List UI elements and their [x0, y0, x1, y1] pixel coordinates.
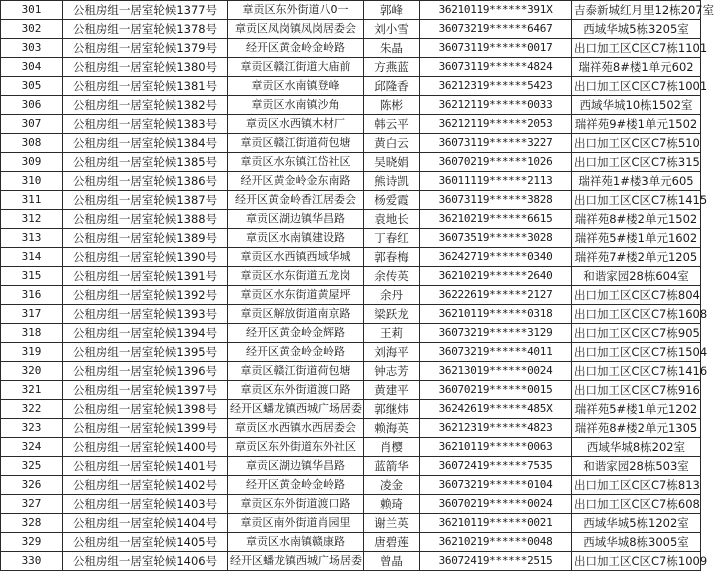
project-cell: 公租房组一居室轮候1383号: [63, 115, 228, 134]
id-number-cell: 36222619******2127: [420, 286, 572, 305]
allocated-unit-cell: 瑞祥苑1#楼3单元605: [572, 172, 701, 191]
id-number-cell: 36212319******4823: [420, 419, 572, 438]
name-cell: 赖海英: [364, 419, 420, 438]
project-cell: 公租房组一居室轮候1377号: [63, 1, 228, 20]
allocated-unit-cell: 吉泰新城红月里12栋207室: [572, 1, 701, 20]
name-cell: 熊诗凯: [364, 172, 420, 191]
table-row: [1, 362, 701, 381]
table-row: [1, 286, 701, 305]
row-number-cell: 327: [1, 495, 63, 514]
address-cell: 经开区蟠龙镇西城广场居委: [228, 400, 364, 419]
table-row: [1, 77, 701, 96]
project-cell: 公租房组一居室轮候1403号: [63, 495, 228, 514]
allocated-unit-cell: 出口加工区C区C7栋1415: [572, 191, 701, 210]
table-row: [1, 381, 701, 400]
allocated-unit-cell: 出口加工区C区C7栋315: [572, 153, 701, 172]
name-cell: 郭继炜: [364, 400, 420, 419]
project-cell: 公租房组一居室轮候1385号: [63, 153, 228, 172]
id-number-cell: 36073219******4011: [420, 343, 572, 362]
project-cell: 公租房组一居室轮候1393号: [63, 305, 228, 324]
row-number-cell: 318: [1, 324, 63, 343]
project-cell: 公租房组一居室轮候1390号: [63, 248, 228, 267]
table-row: [1, 229, 701, 248]
row-number-cell: 305: [1, 77, 63, 96]
name-cell: 余丹: [364, 286, 420, 305]
project-cell: 公租房组一居室轮候1386号: [63, 172, 228, 191]
allocated-unit-cell: 出口加工区C区C7栋905: [572, 324, 701, 343]
address-cell: 章贡区水东街道五龙岗: [228, 267, 364, 286]
id-number-cell: 36210119******391X: [420, 1, 572, 20]
address-cell: 章贡区赣江街道荷包塘: [228, 362, 364, 381]
allocated-unit-cell: 出口加工区C区C7栋1608: [572, 305, 701, 324]
id-number-cell: 36011119******2113: [420, 172, 572, 191]
table-row: [1, 533, 701, 552]
allocated-unit-cell: 和谐家园28栋503室: [572, 457, 701, 476]
allocated-unit-cell: 出口加工区C区C7栋1009: [572, 552, 701, 571]
name-cell: 邱隆香: [364, 77, 420, 96]
row-number-cell: 330: [1, 552, 63, 571]
table-row: [1, 115, 701, 134]
table-row: [1, 20, 701, 39]
name-cell: 方燕蓝: [364, 58, 420, 77]
row-number-cell: 306: [1, 96, 63, 115]
name-cell: 凌金: [364, 476, 420, 495]
id-number-cell: 36073219******3129: [420, 324, 572, 343]
allocated-unit-cell: 西域华城8栋202室: [572, 438, 701, 457]
address-cell: 章贡区水南镇赣康路: [228, 533, 364, 552]
id-number-cell: 36073119******0017: [420, 39, 572, 58]
name-cell: 黄建平: [364, 381, 420, 400]
address-cell: 章贡区湖边镇华昌路: [228, 457, 364, 476]
project-cell: 公租房组一居室轮候1398号: [63, 400, 228, 419]
table-row: [1, 438, 701, 457]
table-row: [1, 514, 701, 533]
allocated-unit-cell: 出口加工区C区C7栋813: [572, 476, 701, 495]
project-cell: 公租房组一居室轮候1381号: [63, 77, 228, 96]
address-cell: 章贡区凤岗镇凤岗居委会: [228, 20, 364, 39]
table-row: [1, 267, 701, 286]
id-number-cell: 36210219******2640: [420, 267, 572, 286]
allocated-unit-cell: 瑞祥苑7#楼2单元1205: [572, 248, 701, 267]
id-number-cell: 36073119******3828: [420, 191, 572, 210]
table-row: [1, 96, 701, 115]
address-cell: 章贡区东外街道八0一: [228, 1, 364, 20]
allocated-unit-cell: 瑞祥苑5#楼1单元1202: [572, 400, 701, 419]
allocated-unit-cell: 出口加工区C区C7栋510: [572, 134, 701, 153]
row-number-cell: 325: [1, 457, 63, 476]
project-cell: 公租房组一居室轮候1384号: [63, 134, 228, 153]
allocated-unit-cell: 瑞祥苑8#楼1单元602: [572, 58, 701, 77]
name-cell: 梁跃龙: [364, 305, 420, 324]
name-cell: 刘小雪: [364, 20, 420, 39]
table-row: [1, 476, 701, 495]
project-cell: 公租房组一居室轮候1406号: [63, 552, 228, 571]
project-cell: 公租房组一居室轮候1404号: [63, 514, 228, 533]
allocated-unit-cell: 出口加工区C区C7栋916: [572, 381, 701, 400]
address-cell: 章贡区水南镇沙角: [228, 96, 364, 115]
allocated-unit-cell: 出口加工区C区C7栋1504: [572, 343, 701, 362]
address-cell: 经开区黄金岭香江居委会: [228, 191, 364, 210]
address-cell: 章贡区水南镇登峰: [228, 77, 364, 96]
row-number-cell: 322: [1, 400, 63, 419]
id-number-cell: 36210219******6615: [420, 210, 572, 229]
table-row: [1, 305, 701, 324]
address-cell: 经开区黄金岭金东南路: [228, 172, 364, 191]
address-cell: 经开区蟠龙镇西城广场居委: [228, 552, 364, 571]
allocated-unit-cell: 出口加工区C区C7栋1416: [572, 362, 701, 381]
id-number-cell: 36070219******0024: [420, 495, 572, 514]
name-cell: 蓝箭华: [364, 457, 420, 476]
address-cell: 章贡区东外街道渡口路: [228, 495, 364, 514]
table-row: [1, 134, 701, 153]
id-number-cell: 36213019******0024: [420, 362, 572, 381]
project-cell: 公租房组一居室轮候1389号: [63, 229, 228, 248]
row-number-cell: 309: [1, 153, 63, 172]
allocated-unit-cell: 出口加工区C区C7栋1101: [572, 39, 701, 58]
id-number-cell: 36072419******2515: [420, 552, 572, 571]
table-row: [1, 400, 701, 419]
table-row: [1, 39, 701, 58]
row-number-cell: 301: [1, 1, 63, 20]
table-row: [1, 1, 701, 20]
row-number-cell: 329: [1, 533, 63, 552]
row-number-cell: 310: [1, 172, 63, 191]
name-cell: 郭峰: [364, 1, 420, 20]
table-body: [1, 1, 714, 571]
id-number-cell: 36212119******2053: [420, 115, 572, 134]
project-cell: 公租房组一居室轮候1396号: [63, 362, 228, 381]
name-cell: 肖樱: [364, 438, 420, 457]
name-cell: 谢兰英: [364, 514, 420, 533]
project-cell: 公租房组一居室轮候1397号: [63, 381, 228, 400]
name-cell: 唐碧莲: [364, 533, 420, 552]
row-number-cell: 313: [1, 229, 63, 248]
row-number-cell: 312: [1, 210, 63, 229]
project-cell: 公租房组一居室轮候1394号: [63, 324, 228, 343]
name-cell: 王莉: [364, 324, 420, 343]
allocated-unit-cell: 瑞祥苑5#楼1单元1602: [572, 229, 701, 248]
table-row: [1, 419, 701, 438]
project-cell: 公租房组一居室轮候1387号: [63, 191, 228, 210]
name-cell: 郭春梅: [364, 248, 420, 267]
name-cell: 赖琦: [364, 495, 420, 514]
row-number-cell: 304: [1, 58, 63, 77]
id-number-cell: 36242619******485X: [420, 400, 572, 419]
allocated-unit-cell: 西域华城5栋3205室: [572, 20, 701, 39]
id-number-cell: 36242719******0340: [420, 248, 572, 267]
name-cell: 余传英: [364, 267, 420, 286]
project-cell: 公租房组一居室轮候1400号: [63, 438, 228, 457]
address-cell: 章贡区赣江街道大庙前: [228, 58, 364, 77]
address-cell: 章贡区水西镇西域华城: [228, 248, 364, 267]
address-cell: 章贡区湖边镇华昌路: [228, 210, 364, 229]
name-cell: 韩云平: [364, 115, 420, 134]
id-number-cell: 36070219******0015: [420, 381, 572, 400]
table-row: [1, 457, 701, 476]
id-number-cell: 36210119******0063: [420, 438, 572, 457]
table-row: [1, 58, 701, 77]
project-cell: 公租房组一居室轮候1392号: [63, 286, 228, 305]
id-number-cell: 36212319******5423: [420, 77, 572, 96]
address-cell: 章贡区水东镇江岱社区: [228, 153, 364, 172]
name-cell: 丁春红: [364, 229, 420, 248]
address-cell: 章贡区东外街道东外社区: [228, 438, 364, 457]
allocated-unit-cell: 瑞祥苑9#楼1单元1502: [572, 115, 701, 134]
project-cell: 公租房组一居室轮候1380号: [63, 58, 228, 77]
table-row: [1, 191, 701, 210]
table-row: [1, 343, 701, 362]
id-number-cell: 36210219******0048: [420, 533, 572, 552]
address-cell: 章贡区水东街道黄屋坪: [228, 286, 364, 305]
name-cell: 吴晓娟: [364, 153, 420, 172]
project-cell: 公租房组一居室轮候1402号: [63, 476, 228, 495]
project-cell: 公租房组一居室轮候1382号: [63, 96, 228, 115]
address-cell: 章贡区东外街道渡口路: [228, 381, 364, 400]
table-row: [1, 210, 701, 229]
row-number-cell: 321: [1, 381, 63, 400]
name-cell: 钟志芳: [364, 362, 420, 381]
row-number-cell: 316: [1, 286, 63, 305]
id-number-cell: 36072419******7535: [420, 457, 572, 476]
address-cell: 经开区黄金岭金辉路: [228, 324, 364, 343]
allocated-unit-cell: 出口加工区C区C7栋608: [572, 495, 701, 514]
address-cell: 章贡区南外街道肖园里: [228, 514, 364, 533]
project-cell: 公租房组一居室轮候1399号: [63, 419, 228, 438]
row-number-cell: 303: [1, 39, 63, 58]
id-number-cell: 36073119******4824: [420, 58, 572, 77]
address-cell: 章贡区解放街道南京路: [228, 305, 364, 324]
address-cell: 经开区黄金岭金岭路: [228, 39, 364, 58]
id-number-cell: 36073219******0104: [420, 476, 572, 495]
id-number-cell: 36210119******0318: [420, 305, 572, 324]
table-row: [1, 495, 701, 514]
table-row: [1, 248, 701, 267]
address-cell: 章贡区赣江街道荷包塘: [228, 134, 364, 153]
row-number-cell: 317: [1, 305, 63, 324]
project-cell: 公租房组一居室轮候1405号: [63, 533, 228, 552]
row-number-cell: 311: [1, 191, 63, 210]
table-row: [1, 172, 701, 191]
row-number-cell: 302: [1, 20, 63, 39]
id-number-cell: 36210119******0021: [420, 514, 572, 533]
row-number-cell: 308: [1, 134, 63, 153]
id-number-cell: 36070219******1026: [420, 153, 572, 172]
id-number-cell: 36073519******3028: [420, 229, 572, 248]
name-cell: 曾晶: [364, 552, 420, 571]
table-row: [1, 552, 701, 571]
table-row: [1, 153, 701, 172]
row-number-cell: 307: [1, 115, 63, 134]
allocated-unit-cell: 出口加工区C区C7栋804: [572, 286, 701, 305]
project-cell: 公租房组一居室轮候1391号: [63, 267, 228, 286]
row-number-cell: 323: [1, 419, 63, 438]
address-cell: 经开区黄金岭金岭路: [228, 476, 364, 495]
row-number-cell: 320: [1, 362, 63, 381]
address-cell: 经开区黄金岭金岭路: [228, 343, 364, 362]
name-cell: 袁地长: [364, 210, 420, 229]
project-cell: 公租房组一居室轮候1401号: [63, 457, 228, 476]
allocated-unit-cell: 瑞祥苑8#楼2单元1305: [572, 419, 701, 438]
name-cell: 刘海平: [364, 343, 420, 362]
address-cell: 章贡区水南镇建设路: [228, 229, 364, 248]
row-number-cell: 324: [1, 438, 63, 457]
project-cell: 公租房组一居室轮候1379号: [63, 39, 228, 58]
allocated-unit-cell: 西域华城5栋1202室: [572, 514, 701, 533]
name-cell: 杨爱霞: [364, 191, 420, 210]
id-number-cell: 36073219******6467: [420, 20, 572, 39]
name-cell: 陈彬: [364, 96, 420, 115]
name-cell: 朱晶: [364, 39, 420, 58]
row-number-cell: 315: [1, 267, 63, 286]
row-number-cell: 328: [1, 514, 63, 533]
project-cell: 公租房组一居室轮候1388号: [63, 210, 228, 229]
row-number-cell: 319: [1, 343, 63, 362]
address-cell: 章贡区水西镇木材厂: [228, 115, 364, 134]
id-number-cell: 36212119******0033: [420, 96, 572, 115]
name-cell: 黄白云: [364, 134, 420, 153]
project-cell: 公租房组一居室轮候1395号: [63, 343, 228, 362]
allocated-unit-cell: 和谐家园28栋604室: [572, 267, 701, 286]
allocated-unit-cell: 西域华城10栋1502室: [572, 96, 701, 115]
row-number-cell: 326: [1, 476, 63, 495]
allocated-unit-cell: 出口加工区C区C7栋1001: [572, 77, 701, 96]
allocated-unit-cell: 西域华城8栋3005室: [572, 533, 701, 552]
address-cell: 章贡区水西镇水西居委会: [228, 419, 364, 438]
table-row: [1, 324, 701, 343]
project-cell: 公租房组一居室轮候1378号: [63, 20, 228, 39]
id-number-cell: 36073119******3227: [420, 134, 572, 153]
allocated-unit-cell: 瑞祥苑8#楼2单元1502: [572, 210, 701, 229]
row-number-cell: 314: [1, 248, 63, 267]
